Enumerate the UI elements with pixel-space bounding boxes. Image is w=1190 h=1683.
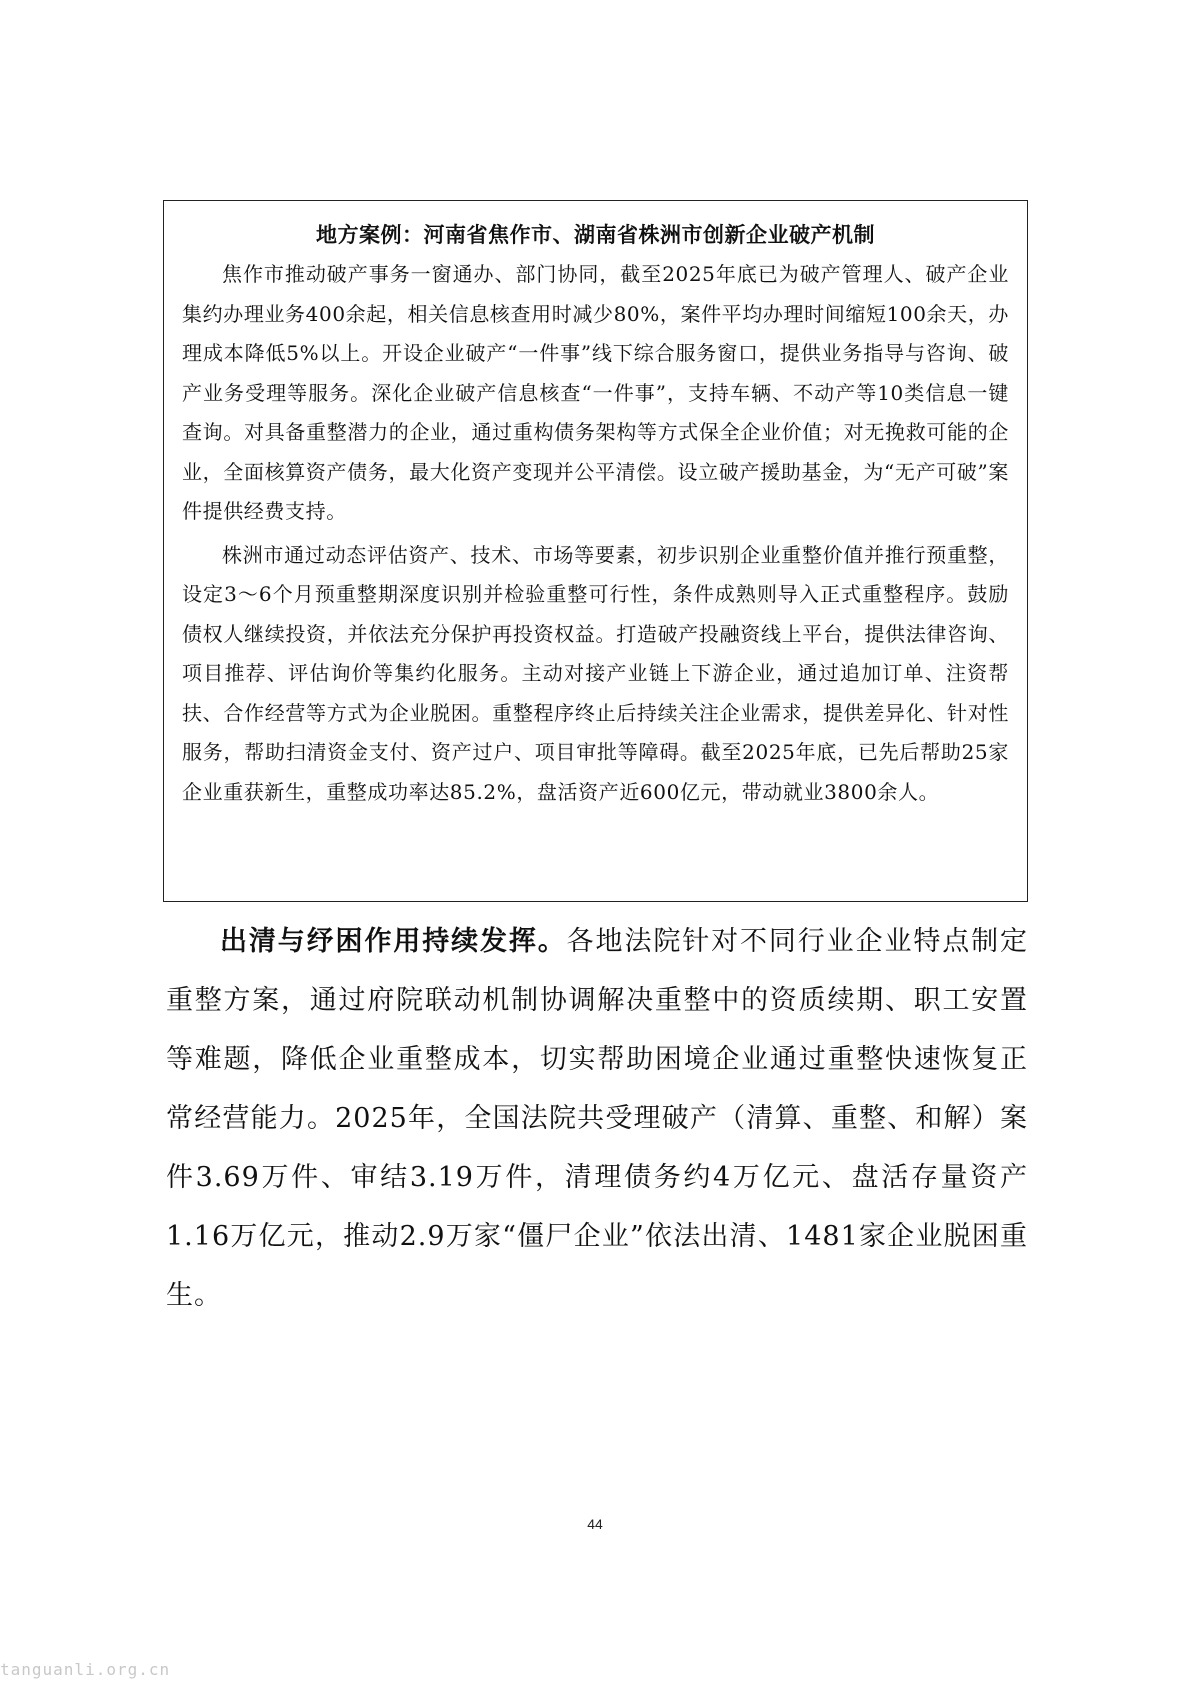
paragraph-lead-heading: 出清与纾困作用持续发挥。 (220, 926, 567, 957)
case-paragraph-zhuzhou: 株洲市通过动态评估资产、技术、市场等要素，初步识别企业重整价值并推行预重整，设定3～6个月预重整期深度识别并检验重整可行性，条件成熟则导入正式重整程序。鼓励债权人继续投资，并依法充分保护再投资权益。打造破产投融资线上平台，提供法律咨询、项目推荐、评估询价等集约化服务。主动对接产业链上下游企业，通过追加订单、注资帮扶、合作经营等方式为企业脱困。重整程序终止后持续关注企业需求，提供差异化、针对性服务，帮助扫清资金支付、资产过户、项目审批等障碍。截至2025年底，已先后帮助25家企业重获新生，重整成功率达85.2%，盘活资产近600亿元，带动就业3800余人。 (182, 542, 1009, 804)
case-study-title: 地方案例：河南省焦作市、湖南省株洲市创新企业破产机制 (316, 223, 875, 247)
case-study-box (163, 200, 1028, 902)
case-paragraph-jiaozuo: 焦作市推动破产事务一窗通办、部门协同，截至2025年底已为破产管理人、破产企业集约办理业务400余起，相关信息核查用时减少80%，案件平均办理时间缩短100余天，办理成本降低5%以上。开设企业破产“一件事”线下综合服务窗口，提供业务指导与咨询、破产业务受理等服务。深化企业破产信息核查“一件事”，支持车辆、不动产等10类信息一键查询。对具备重整潜力的企业，通过重构债务架构等方式保全企业价值；对无挽救可能的企业，全面核算资产债务，最大化资产变现并公平清偿。设立破产援助基金，为“无产可破”案件提供经费支持。 (182, 262, 1009, 523)
main-paragraph (166, 912, 1028, 1325)
paragraph-body: 各地法院针对不同行业企业特点制定重整方案，通过府院联动机制协调解决重整中的资质续期、职工安置等难题，降低企业重整成本，切实帮助困境企业通过重整快速恢复正常经营能力。2025年，全国法院共受理破产（清算、重整、和解）案件3.69万件、审结3.19万件，清理债务约4万亿元、盘活存量资产1.16万亿元，推动2.9万家“僵尸企业”依法出清、1481家企业脱困重生。 (166, 926, 1029, 1311)
page-number: 44 (587, 1516, 603, 1532)
watermark: tanguanli.org.cn (0, 1660, 171, 1679)
